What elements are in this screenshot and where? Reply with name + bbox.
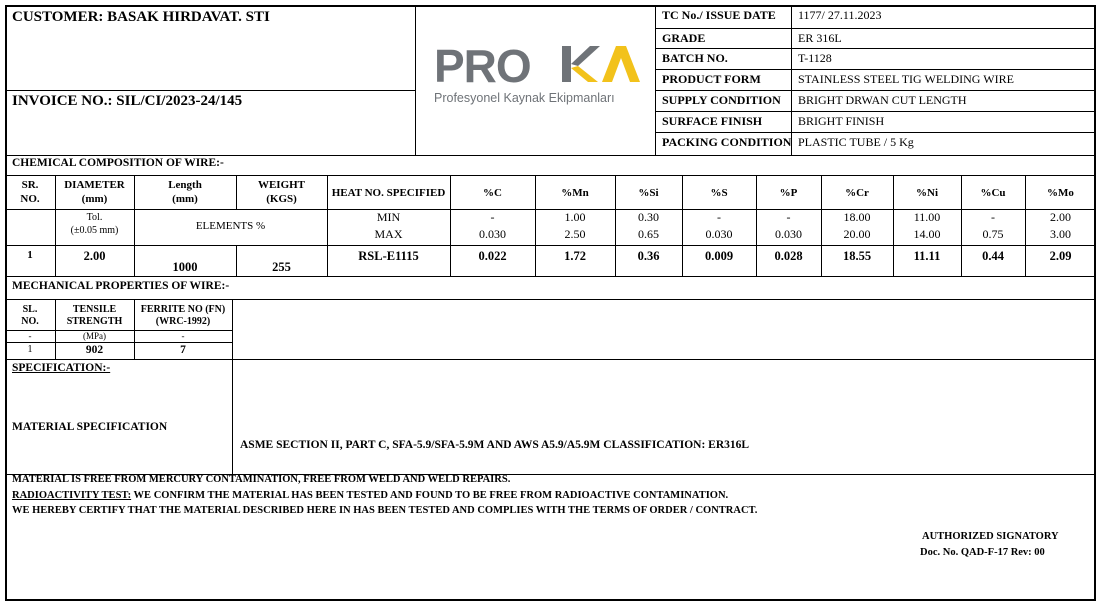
- chem-header-sr: [5, 178, 55, 206]
- chem-header-diameter: [55, 178, 134, 206]
- chem-min-6: 11.00: [913, 210, 941, 224]
- info-key-5: SURFACE FINISH: [662, 114, 763, 128]
- authorized-signatory: AUTHORIZED SIGNATORY: [922, 531, 1059, 542]
- mech-tensile-header: [55, 304, 134, 328]
- chem-value-2: 0.36: [637, 249, 660, 263]
- chem-header-heat: HEAT NO. SPECIFIED: [331, 187, 446, 199]
- chem-max-3: 0.030: [705, 227, 733, 241]
- chem-max-5: 20.00: [843, 227, 871, 241]
- chem-min-7: -: [991, 210, 995, 224]
- chem-limit-2: [615, 209, 682, 243]
- chem-elements-label: ELEMENTS %: [195, 220, 266, 232]
- mech-sl-header-l1: SL.: [22, 304, 38, 315]
- chem-min-0: -: [490, 210, 495, 224]
- proka-logo-mark: [432, 38, 642, 108]
- doc-number: Doc. No. QAD-F-17 Rev: 00: [920, 547, 1045, 558]
- chem-limit-4: [756, 209, 821, 243]
- chem-row-heat: RSL-E1115: [358, 249, 419, 263]
- chem-limit-6: [893, 209, 961, 243]
- spec-value: ASME SECTION II, PART C, SFA-5.9/SFA-5.9M AND AWS A5.9/A5.9M CLASSIFICATION: ER316L: [240, 439, 750, 451]
- mech-tensile-header-l2: STRENGTH: [66, 316, 123, 327]
- chem-min-8: 2.00: [1050, 210, 1071, 224]
- chem-minmax-labels: [327, 209, 450, 243]
- mech-ferrite-header: [134, 304, 232, 328]
- mech-tensile-header-l1: TENSILE: [72, 304, 117, 315]
- chem-data-line: [5, 276, 1096, 277]
- chem-min-4: -: [786, 210, 791, 224]
- chem-limit-7: [961, 209, 1025, 243]
- info-key-0: TC No./ ISSUE DATE: [662, 8, 776, 22]
- chem-row-diameter: 2.00: [83, 249, 106, 263]
- chem-header-diameter-l2: (mm): [81, 193, 108, 205]
- logo-tagline: Profesyonel Kaynak Ekipmanları: [434, 91, 615, 105]
- mech-tensile-unit: (MPa): [83, 331, 106, 341]
- info-value-2: T-1128: [798, 51, 832, 65]
- info-row-line-2: [655, 69, 1096, 70]
- chem-min-5: 18.00: [843, 210, 871, 224]
- customer-name: CUSTOMER: BASAK HIRDAVAT. STI: [12, 9, 270, 25]
- radioactivity-label: RADIOACTIVITY TEST:: [12, 490, 132, 501]
- info-row-line-1: [655, 48, 1096, 49]
- chem-header-el-8: %Mo: [1047, 187, 1074, 199]
- chem-tolerance: [55, 211, 134, 237]
- chem-header-el-0: %C: [483, 187, 502, 199]
- chem-min-label: MIN: [376, 210, 401, 224]
- chem-max-4: 0.030: [775, 227, 802, 241]
- info-key-1: GRADE: [662, 31, 706, 45]
- chem-limits-line: [5, 245, 1096, 246]
- chem-value-1: 1.72: [564, 249, 586, 263]
- info-value-6: PLASTIC TUBE / 5 Kg: [798, 135, 914, 149]
- mech-sl-unit: -: [28, 331, 32, 341]
- chem-header-diameter-l1: DIAMETER: [64, 179, 125, 191]
- header-divider: [5, 90, 415, 91]
- chem-min-1: 1.00: [564, 210, 586, 224]
- chem-top-line: [5, 155, 1096, 156]
- chem-header-el-6: %Ni: [916, 187, 938, 199]
- info-key-6: PACKING CONDITION: [662, 135, 792, 149]
- chem-title: CHEMICAL COMPOSITION OF WIRE:-: [12, 157, 224, 169]
- spec-title-text: SPECIFICATION:-: [12, 362, 111, 374]
- logo-k-mark: [562, 46, 600, 82]
- chem-max-8: 3.00: [1050, 227, 1071, 241]
- chem-header-length-l1: Length: [168, 179, 202, 191]
- info-row-line-5: [655, 132, 1096, 133]
- info-value-3: STAINLESS STEEL TIG WELDING WIRE: [798, 72, 1014, 86]
- chem-tolerance-l1: Tol.: [86, 212, 103, 223]
- certify-statement: WE HEREBY CERTIFY THAT THE MATERIAL DESCRIBED HERE IN HAS BEEN TESTED AND COMPLIES WITH THE TERMS OF ORDER / CONTRACT.: [12, 505, 758, 516]
- mech-sl-value: 1: [27, 344, 33, 355]
- chem-row-sr: 1: [27, 249, 33, 261]
- proka-logo: [432, 38, 642, 108]
- info-key-4: SUPPLY CONDITION: [662, 93, 781, 107]
- chem-header-weight: [236, 178, 327, 206]
- chem-header-el-1: %Mn: [561, 187, 589, 199]
- mech-sl-header: [5, 304, 55, 328]
- chem-limit-3: [682, 209, 756, 243]
- mech-ferrite-header-l1: FERRITE NO (FN): [140, 304, 226, 315]
- mech-sl-header-l2: NO.: [21, 316, 39, 327]
- info-row-line-0: [655, 28, 1096, 29]
- chem-max-1: 2.50: [564, 227, 586, 241]
- chem-header-weight-l1: WEIGHT: [257, 179, 306, 191]
- chem-value-8: 2.09: [1049, 249, 1072, 263]
- logo-a-mark: [602, 46, 640, 82]
- chem-title-line: [5, 175, 1096, 176]
- chem-max-2: 0.65: [638, 227, 659, 241]
- mech-vline-3: [232, 299, 233, 475]
- chem-row-weight: 255: [272, 260, 291, 274]
- chem-value-7: 0.44: [982, 249, 1004, 263]
- chem-max-0: 0.030: [479, 227, 506, 241]
- chem-value-0: 0.022: [478, 249, 507, 263]
- mech-ferrite-value: 7: [180, 344, 186, 356]
- chem-header-sr-l1: SR.: [21, 179, 39, 191]
- mech-ferrite-unit: -: [181, 331, 185, 341]
- chem-header-el-4: %P: [779, 187, 798, 199]
- chem-value-3: 0.009: [704, 249, 734, 263]
- radioactivity-statement: [12, 490, 728, 501]
- chem-header-sr-l2: NO.: [20, 193, 40, 205]
- chem-tolerance-l2: (±0.05 mm): [70, 225, 119, 236]
- header-vline: [415, 5, 416, 155]
- chem-header-el-3: %S: [710, 187, 728, 199]
- info-key-3: PRODUCT FORM: [662, 72, 761, 86]
- mech-tensile-value: 902: [85, 344, 104, 356]
- chem-min-3: -: [717, 210, 721, 224]
- info-value-1: ER 316L: [798, 31, 842, 45]
- info-value-5: BRIGHT FINISH: [798, 114, 885, 128]
- mech-title-line: [5, 299, 1096, 300]
- chem-limit-1: [535, 209, 615, 243]
- spec-label: MATERIAL SPECIFICATION: [12, 421, 168, 433]
- info-row-line-3: [655, 90, 1096, 91]
- chem-limit-5: [821, 209, 893, 243]
- invoice-number: INVOICE NO.: SIL/CI/2023-24/145: [12, 93, 243, 109]
- chem-max-6: 14.00: [913, 227, 941, 241]
- chem-value-4: 0.028: [774, 249, 803, 263]
- mech-title: MECHANICAL PROPERTIES OF WIRE:-: [12, 280, 230, 292]
- logo-pro-text: PRO: [434, 40, 531, 92]
- chem-limit-8: [1025, 209, 1096, 243]
- radioactivity-text: WE CONFIRM THE MATERIAL HAS BEEN TESTED AND FOUND TO BE FREE FROM RADIOACTIVE CONTAMINATION.: [131, 490, 729, 501]
- spec-title: [12, 362, 110, 374]
- chem-limit-0: [450, 209, 535, 243]
- info-row-line-4: [655, 111, 1096, 112]
- chem-header-el-7: %Cu: [980, 187, 1006, 199]
- chem-value-6: 11.11: [913, 249, 941, 263]
- info-value-4: BRIGHT DRWAN CUT LENGTH: [798, 93, 967, 107]
- chem-header-length-l2: (mm): [172, 193, 198, 205]
- chem-min-2: 0.30: [638, 210, 659, 224]
- chem-max-7: 0.75: [982, 227, 1004, 241]
- mech-bottom-line: [5, 359, 1096, 360]
- chem-header-el-2: %Si: [638, 187, 659, 199]
- chem-header-el-5: %Cr: [845, 187, 869, 199]
- mech-unit-line: [5, 342, 232, 343]
- chem-max-label: MAX: [374, 227, 403, 241]
- mech-ferrite-header-l2: (WRC-1992): [155, 316, 211, 327]
- chem-header-weight-l2: (KGS): [266, 193, 297, 205]
- chem-value-5: 18.55: [842, 249, 872, 263]
- mercury-statement: MATERIAL IS FREE FROM MERCURY CONTAMINATION, FREE FROM WELD AND WELD REPAIRS.: [12, 474, 511, 485]
- info-key-2: BATCH NO.: [662, 51, 728, 65]
- chem-header-length: [134, 178, 236, 206]
- info-value-0: 1177/ 27.11.2023: [798, 8, 882, 22]
- chem-row-length: 1000: [172, 260, 198, 274]
